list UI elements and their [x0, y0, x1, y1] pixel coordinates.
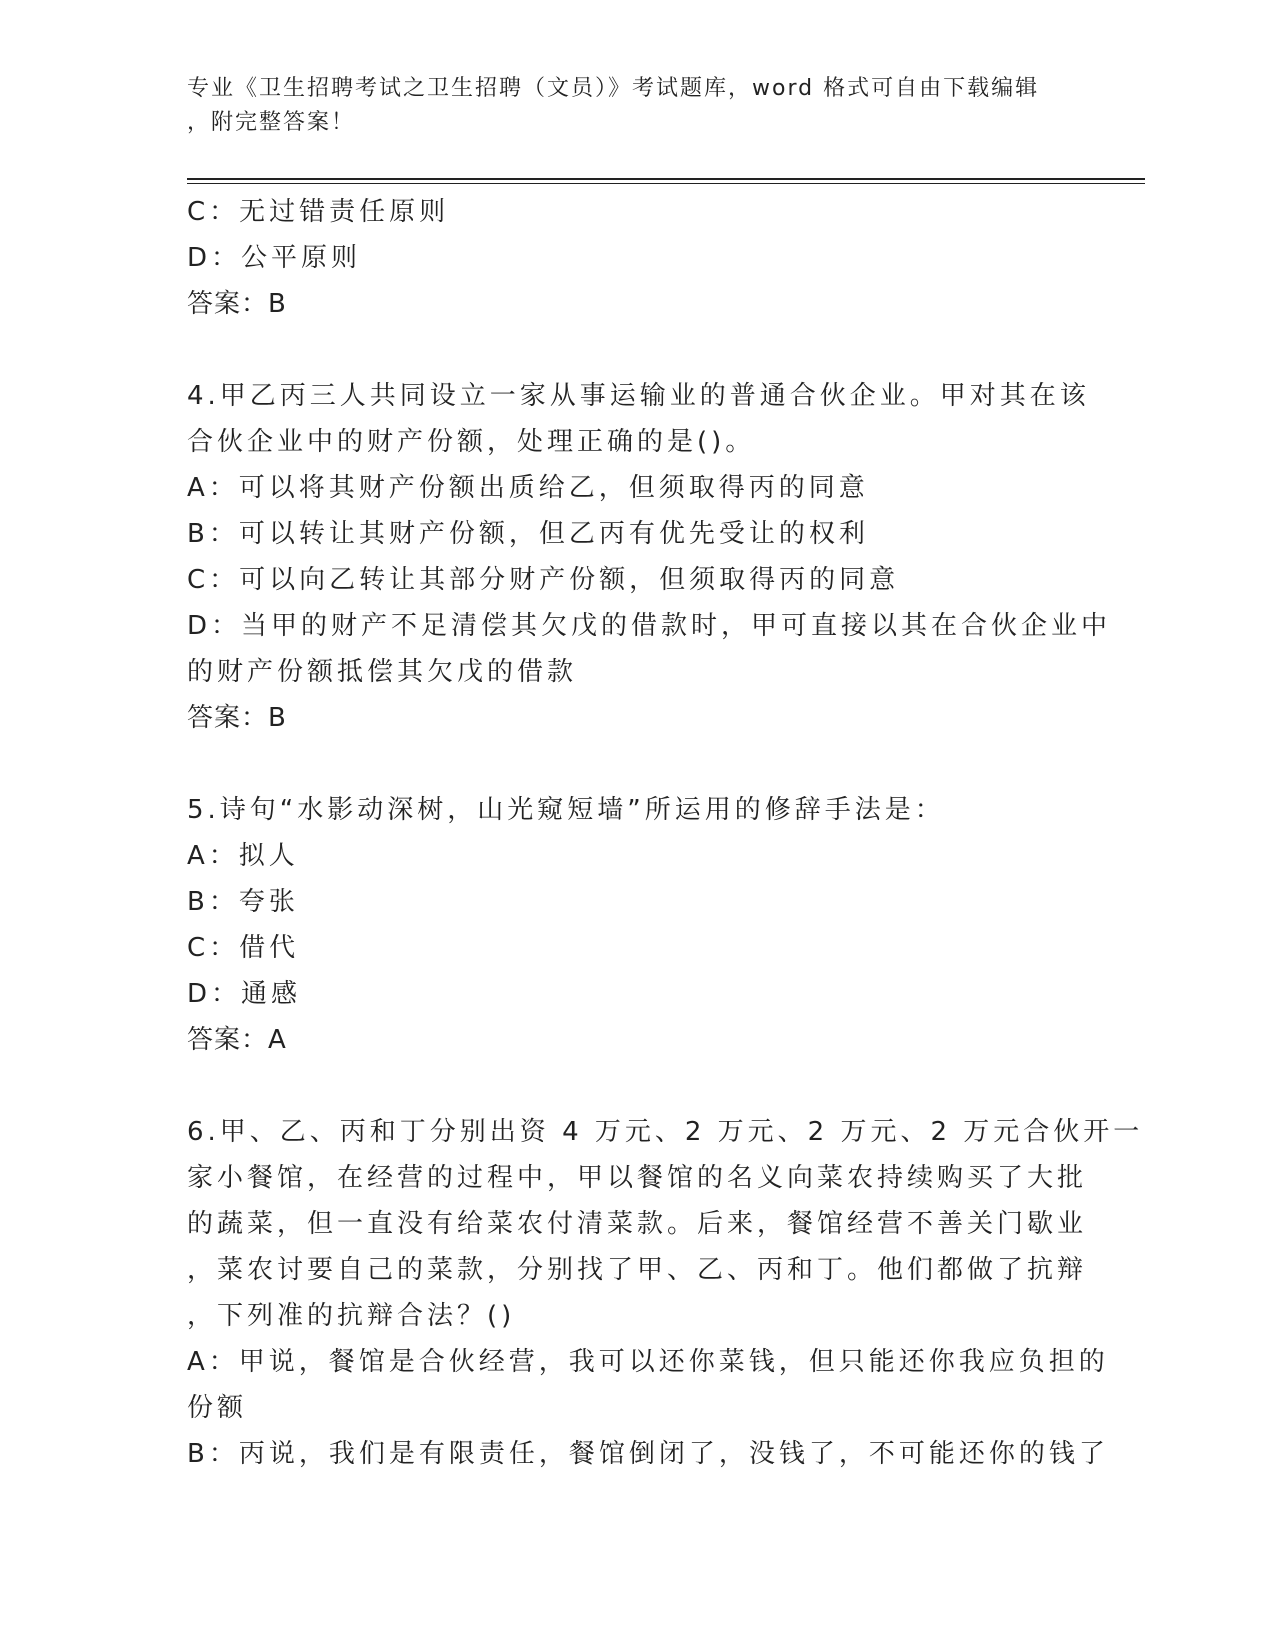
option-a: A：拟人 — [187, 841, 299, 871]
spacer — [187, 327, 1087, 373]
answer: 答案：B — [187, 289, 287, 319]
question-6 — [187, 1109, 1144, 1477]
option-c: C：无过错责任原则 — [187, 197, 450, 227]
question-stem: 5.诗句“水影动深树，山光窥短墙”所运用的修辞手法是： — [187, 795, 945, 825]
option-a-line: 份额 — [187, 1393, 248, 1423]
header-rule-thick — [187, 178, 1145, 180]
option-d-line: D：当甲的财产不足清偿其欠戊的借款时，甲可直接以其在合伙企业中 — [187, 611, 1112, 641]
header-line-1: 专业《卫生招聘考试之卫生招聘（文员）》考试题库，word 格式可自由下载编辑 — [187, 76, 1040, 101]
option-d: D：公平原则 — [187, 243, 362, 273]
option-b: B：可以转让其财产份额，但乙丙有优先受让的权利 — [187, 519, 869, 549]
spacer — [187, 741, 1087, 787]
question-4 — [187, 373, 1112, 741]
option-d: D：通感 — [187, 979, 302, 1009]
question-stem-line: ，下列准的抗辩合法？() — [187, 1301, 516, 1331]
option-c: C：可以向乙转让其部分财产份额，但须取得丙的同意 — [187, 565, 900, 595]
question-stem-line: ，菜农讨要自己的菜款，分别找了甲、乙、丙和丁。他们都做了抗辩 — [187, 1255, 1088, 1285]
document-header — [187, 72, 1067, 140]
question-3-tail — [187, 189, 1087, 327]
question-5 — [187, 787, 1087, 1063]
option-d-line: 的财产份额抵偿其欠戊的借款 — [187, 657, 578, 687]
question-stem-line: 的蔬菜，但一直没有给菜农付清菜款。后来，餐馆经营不善关门歇业 — [187, 1209, 1088, 1239]
spacer — [187, 1063, 1087, 1109]
question-stem-line: 6.甲、乙、丙和丁分别出资 4 万元、2 万元、2 万元、2 万元合伙开一 — [187, 1117, 1144, 1147]
answer: 答案：B — [187, 703, 287, 733]
header-line-2: ，附完整答案！ — [187, 110, 356, 135]
option-b: B：夸张 — [187, 887, 299, 917]
answer: 答案：A — [187, 1025, 287, 1055]
option-c: C：借代 — [187, 933, 300, 963]
question-stem-line: 4.甲乙丙三人共同设立一家从事运输业的普通合伙企业。甲对其在该 — [187, 381, 1090, 411]
option-a: A：可以将其财产份额出质给乙，但须取得丙的同意 — [187, 473, 869, 503]
question-stem-line: 家小餐馆，在经营的过程中，甲以餐馆的名义向菜农持续购买了大批 — [187, 1163, 1088, 1193]
option-a-line: A：甲说，餐馆是合伙经营，我可以还你菜钱，但只能还你我应负担的 — [187, 1347, 1109, 1377]
question-list — [187, 189, 1144, 1477]
question-stem-line: 合伙企业中的财产份额，处理正确的是()。 — [187, 427, 756, 457]
option-b: B：丙说，我们是有限责任，餐馆倒闭了，没钱了，不可能还你的钱了 — [187, 1439, 1109, 1469]
header-rule-thin — [187, 183, 1145, 184]
